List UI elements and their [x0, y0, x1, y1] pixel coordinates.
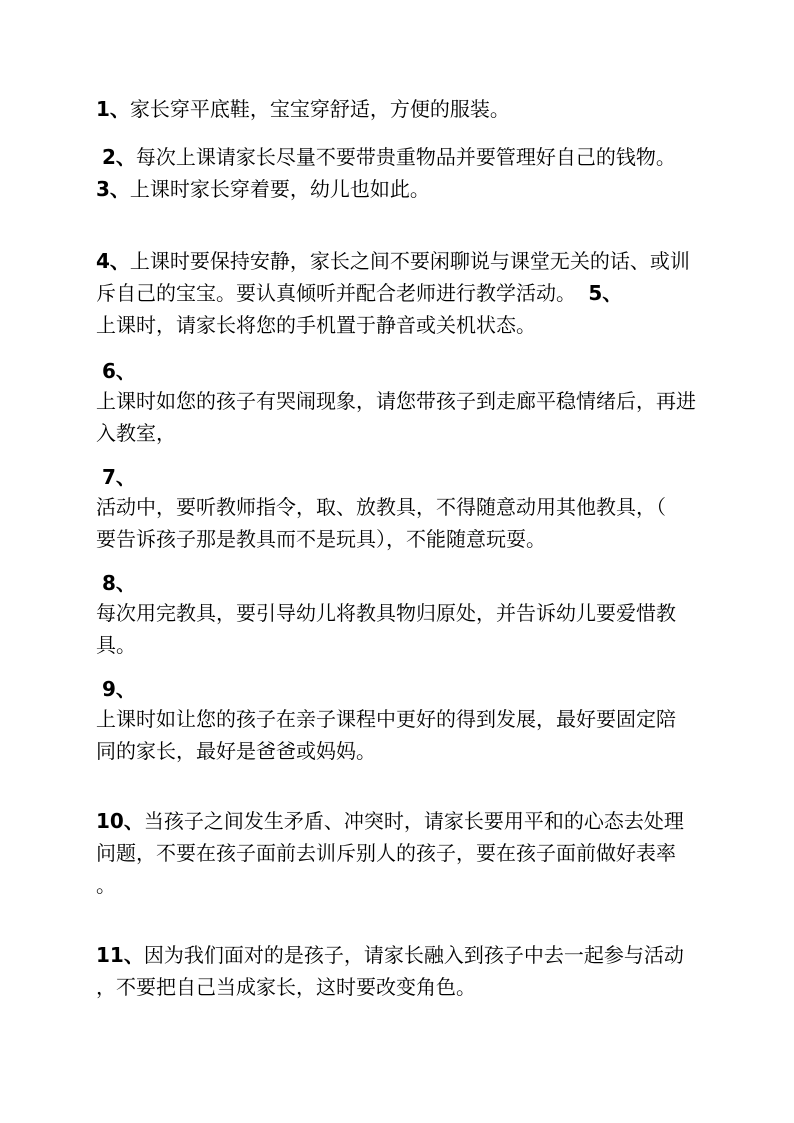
rule-6-text-1: 上课时如您的孩子有哭闹现象，请您带孩子到走廊平稳情绪后，再进 [96, 389, 696, 413]
rule-9-number: 9、 [102, 677, 136, 701]
rule-10-text-1: 当孩子之间发生矛盾、冲突时，请家长要用平和的心态去处理 [143, 809, 684, 833]
rule-9-text-2: 同的家长，最好是爸爸或妈妈。 [96, 739, 376, 763]
rule-8-line-1 [96, 600, 676, 626]
rule-11-number: 11、 [96, 943, 144, 967]
rule-4-line-2 [96, 280, 622, 306]
rule-9-line-1 [96, 706, 676, 732]
rule-4-number: 4、 [96, 249, 130, 273]
rule-1-text: 家长穿平底鞋，宝宝穿舒适，方便的服装。 [129, 97, 510, 121]
rule-4-text-1: 上课时要保持安静，家长之间不要闲聊说与课堂无关的话、或训 [129, 249, 690, 273]
rule-3-text: 上课时家长穿着要，幼儿也如此。 [129, 177, 430, 201]
rule-7-line-2 [96, 526, 546, 552]
rule-7-number: 7、 [102, 465, 136, 489]
rule-5-text: 上课时，请家长将您的手机置于静音或关机状态。 [96, 313, 536, 337]
rule-6-number-line [102, 358, 136, 384]
rule-10-line-3 [96, 872, 116, 898]
rule-3-number: 3、 [96, 177, 130, 201]
rule-1-number: 1、 [96, 97, 130, 121]
rule-6-line-2 [96, 420, 176, 446]
rule-10-number: 10、 [96, 809, 144, 833]
rule-11-text-2: ，不要把自己当成家长，这时要改变角色。 [96, 975, 476, 999]
rule-11-text-1: 因为我们面对的是孩子，请家长融入到孩子中去一起参与活动 [143, 943, 684, 967]
rule-10-text-2: 问题，不要在孩子面前去训斥别人的孩子，要在孩子面前做好表率 [96, 841, 676, 865]
rule-9-number-line [102, 676, 136, 702]
rule-2-line-1 [102, 144, 676, 170]
rule-10-line-2 [96, 840, 676, 866]
rule-7-text-1: 活动中，要听教师指令，取、放教具，不得随意动用其他教具，（ [96, 495, 666, 519]
rule-1-line-1 [96, 96, 510, 122]
rule-8-text-2: 具。 [96, 633, 136, 657]
rule-5-number: 5、 [588, 281, 623, 305]
rule-4-line-1 [96, 248, 690, 274]
rule-7-line-1 [96, 494, 666, 520]
rule-2-number: 2、 [102, 145, 136, 169]
rule-9-text-1: 上课时如让您的孩子在亲子课程中更好的得到发展，最好要固定陪 [96, 707, 676, 731]
rule-10-line-1 [96, 808, 684, 834]
rule-2-text: 每次上课请家长尽量不要带贵重物品并要管理好自己的钱物。 [135, 145, 676, 169]
rule-7-text-2: 要告诉孩子那是教具而不是玩具），不能随意玩耍。 [96, 527, 546, 551]
rule-10-text-3: 。 [96, 873, 116, 897]
rule-8-number: 8、 [102, 571, 136, 595]
rule-8-number-line [102, 570, 136, 596]
rule-8-text-1: 每次用完教具，要引导幼儿将教具物归原处，并告诉幼儿要爱惜教 [96, 601, 676, 625]
rule-9-line-2 [96, 738, 376, 764]
rule-6-text-2: 入教室， [96, 421, 176, 445]
rule-6-line-1 [96, 388, 696, 414]
rule-11-line-1 [96, 942, 684, 968]
rule-11-line-2 [96, 974, 476, 1000]
rule-3-line-1 [96, 176, 430, 202]
rule-4-text-2: 斥自己的宝宝。要认真倾听并配合老师进行教学活动。 [96, 281, 576, 305]
rule-5-line-1 [96, 312, 536, 338]
rule-7-number-line [102, 464, 136, 490]
rule-6-number: 6、 [102, 359, 136, 383]
rule-8-line-2 [96, 632, 136, 658]
